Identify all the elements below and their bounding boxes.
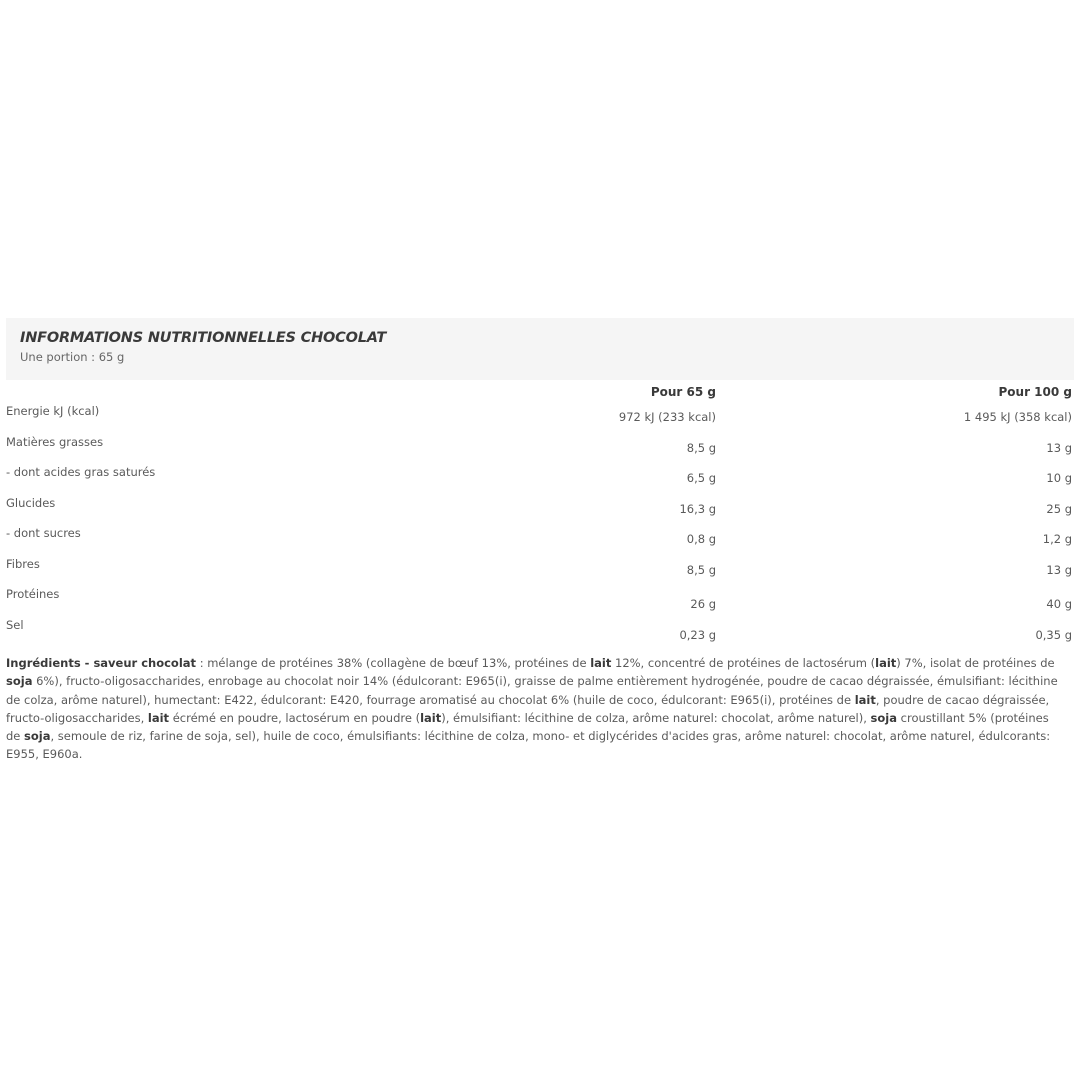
table-row (6, 618, 1074, 649)
portion-size: Une portion : 65 g (20, 350, 125, 364)
value-per-portion: 8,5 g (686, 562, 716, 577)
ingredients-text (6, 654, 1066, 764)
value-per-100g: 40 g (1046, 597, 1072, 611)
ingredients-segment: , semoule de riz, farine de soja, sel), huile de coco, émulsifiants: lécithine de colza, mono- et diglycérides d'acides gras, arôme naturel: chocolat, arôme naturel, édulcorants: E955, E960a. (6, 729, 1051, 762)
value-per-portion: 0,23 g (679, 627, 716, 642)
row-label: - dont acides gras saturés (6, 465, 156, 479)
column-header-portion: Pour 65 g (650, 385, 716, 399)
allergen-highlight: lait (147, 710, 170, 725)
value-per-100g: 1 495 kJ (358 kcal) (963, 410, 1072, 424)
panel-title: INFORMATIONS NUTRITIONNELLES CHOCOLAT (20, 330, 387, 346)
row-label: Fibres (6, 556, 40, 571)
ingredients-segment: : mélange de protéines 38% (collagène de bœuf 13%, protéines de (196, 656, 591, 670)
ingredients-segment: écrémé en poudre, lactosérum en poudre ( (169, 710, 421, 725)
value-per-100g: 25 g (1046, 501, 1072, 516)
table-row (6, 404, 1074, 435)
allergen-highlight: lait (875, 656, 897, 670)
column-headers (6, 382, 1074, 404)
ingredients-segment: ), émulsifiant: lécithine de colza, arôme naturel: chocolat, arôme naturel), (441, 710, 871, 725)
value-per-100g: 13 g (1046, 440, 1072, 455)
ingredients-segment: , poudre de cacao dégraissée, fructo-oligosaccharides, (6, 692, 1050, 725)
value-per-portion: 8,5 g (686, 440, 716, 455)
allergen-highlight: lait (854, 692, 876, 707)
panel-header (6, 318, 1074, 380)
table-row (6, 496, 1074, 527)
allergen-highlight: soja (870, 710, 897, 725)
row-label: - dont sucres (6, 526, 81, 540)
table-row (6, 435, 1074, 466)
row-label: Protéines (6, 587, 60, 601)
value-per-100g: 13 g (1046, 562, 1072, 577)
value-per-100g: 10 g (1046, 471, 1072, 485)
allergen-highlight: soja (24, 729, 51, 744)
ingredients-segment: Ingrédients - saveur chocolat (6, 656, 197, 670)
ingredients-segment: ) 7%, isolat de protéines de (896, 656, 1055, 670)
nutrition-panel (6, 318, 1074, 648)
allergen-highlight: lait (420, 710, 442, 725)
row-label: Matières grasses (6, 434, 104, 449)
value-per-100g: 0,35 g (1035, 627, 1072, 642)
table-row (6, 465, 1074, 496)
table-row (6, 587, 1074, 618)
value-per-portion: 972 kJ (233 kcal) (618, 410, 716, 424)
allergen-highlight: lait (590, 656, 612, 670)
value-per-portion: 6,5 g (686, 471, 716, 485)
table-row (6, 557, 1074, 588)
table-row (6, 526, 1074, 557)
value-per-100g: 1,2 g (1042, 532, 1072, 546)
row-label: Energie kJ (kcal) (6, 404, 100, 418)
row-label: Glucides (6, 495, 56, 510)
ingredients-segment: croustillant 5% (protéines de (6, 710, 1049, 744)
column-header-100g: Pour 100 g (998, 385, 1072, 399)
value-per-portion: 0,8 g (686, 532, 716, 546)
ingredients-segment: 12%, concentré de protéines de lactosérum ( (611, 656, 876, 670)
allergen-highlight: soja (6, 674, 33, 689)
ingredients-segment: 6%), fructo-oligosaccharides, enrobage au chocolat noir 14% (édulcorant: E965(i), graisse de palme entièrement hydrogénée, poudre de cacao dégraissée, émulsifiant: lécithine de colza, arôme naturel), humectant: E422, édulcorant: E420, fourrage aromatisé au chocolat 6% (huile de coco, édulcorant: E965(i), protéines de (6, 674, 1058, 707)
value-per-portion: 26 g (690, 597, 716, 611)
value-per-portion: 16,3 g (679, 501, 716, 516)
row-label: Sel (6, 617, 24, 632)
